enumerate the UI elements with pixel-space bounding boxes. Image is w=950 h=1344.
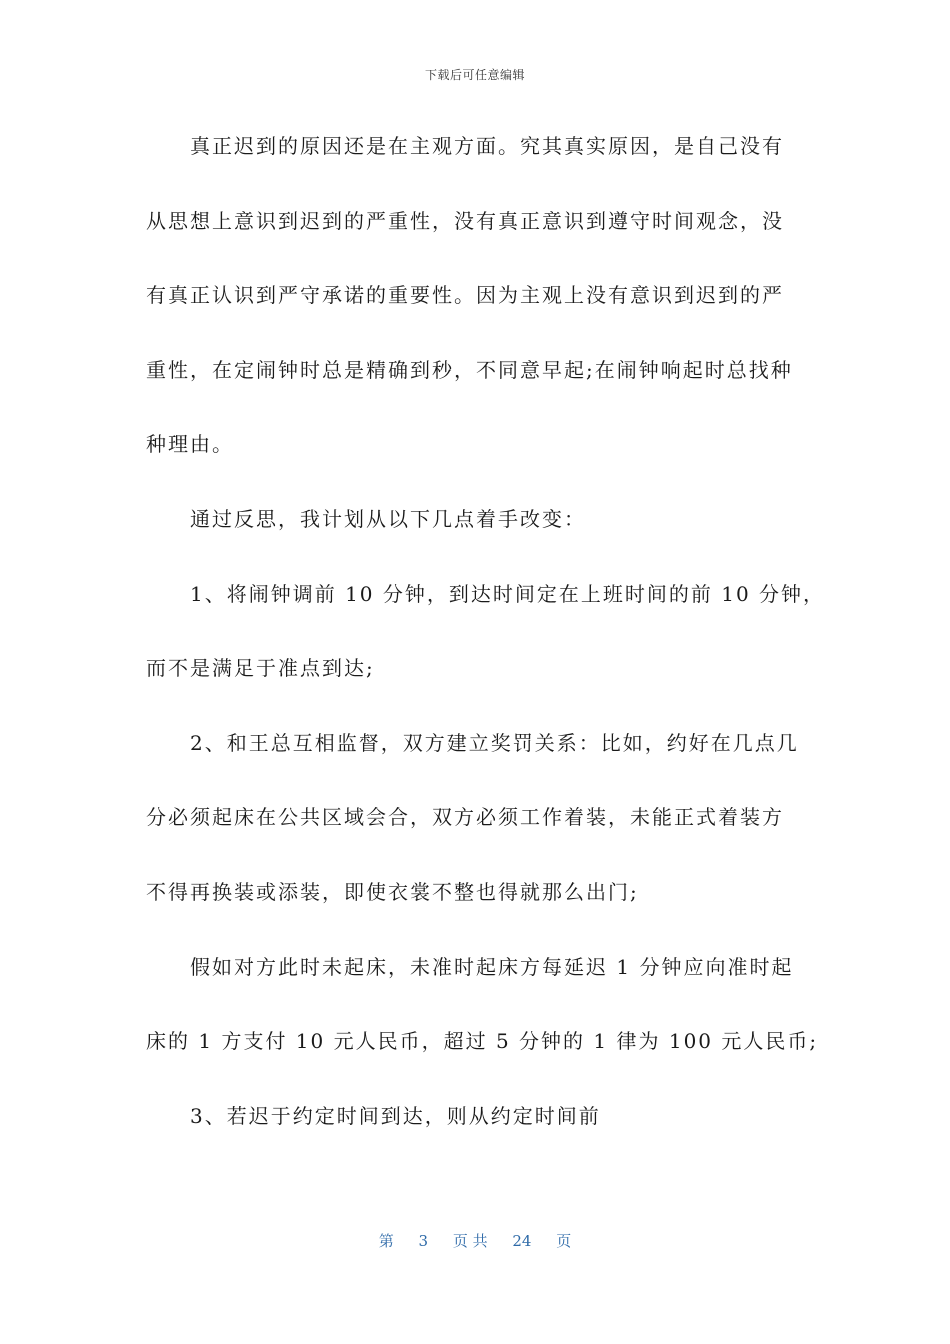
list-item-line: 而不是满足于准点到达; xyxy=(146,656,375,681)
paragraph-line: 从思想上意识到迟到的严重性，没有真正意识到遵守时间观念，没 xyxy=(146,208,784,233)
paragraph-line: 有真正认识到严守承诺的重要性。因为主观上没有意识到迟到的严 xyxy=(146,283,784,308)
paragraph-line: 真正迟到的原因还是在主观方面。究其真实原因，是自己没有 xyxy=(190,134,784,158)
paragraph-line: 种理由。 xyxy=(146,432,234,457)
paragraph-line: 通过反思，我计划从以下几点着手改变： xyxy=(190,506,586,531)
footer-prefix: 第 xyxy=(378,1232,394,1250)
list-item-line: 2、和王总互相监督，双方建立奖罚关系：比如，约好在几点几 xyxy=(190,730,799,755)
list-item-line: 3、若迟于约定时间到达，则从约定时间前 xyxy=(190,1103,601,1128)
total-pages-number: 24 xyxy=(512,1232,532,1250)
list-item-line: 1、将闹钟调前 10 分钟，到达时间定在上班时间的前 10 分钟， xyxy=(190,581,826,606)
list-item-line: 分必须起床在公共区域会合，双方必须工作着装，未能正式着装方 xyxy=(146,805,784,830)
page-number-footer xyxy=(0,1230,950,1251)
paragraph-line: 假如对方此时未起床，未准时起床方每延迟 1 分钟应向准时起 xyxy=(190,954,794,979)
list-item-line: 不得再换装或添装，即使衣裳不整也得就那么出门; xyxy=(146,879,639,904)
footer-middle: 页 共 xyxy=(452,1232,488,1250)
page-header: 下载后可任意编辑 xyxy=(424,68,525,82)
paragraph-line: 重性，在定闹钟时总是精确到秒，不同意早起;在闹钟响起时总找种 xyxy=(146,357,793,382)
current-page-number: 3 xyxy=(418,1232,429,1250)
footer-suffix: 页 xyxy=(556,1232,572,1250)
paragraph-line: 床的 1 方支付 10 元人民币，超过 5 分钟的 1 律为 100 元人民币; xyxy=(146,1029,819,1054)
document-body xyxy=(146,126,826,1170)
